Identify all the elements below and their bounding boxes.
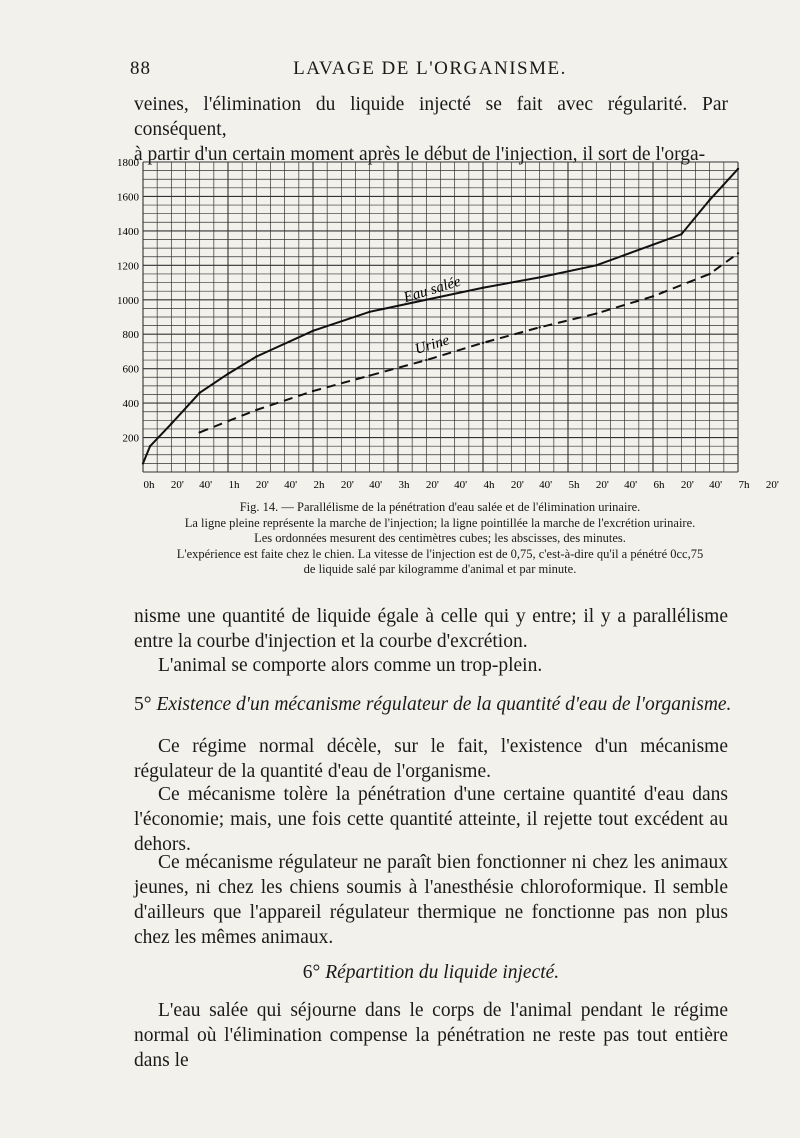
y-tick-label: 1800 (117, 157, 139, 169)
caption-line: La ligne pleine représente la marche de l'injection; la ligne pointillée la marche de l'excrétion urinaire. (184, 515, 696, 530)
section-6-paragraph: L'eau salée qui séjourne dans le corps de l'animal pendant le régime normal où l'élimination compense la pénétration ne reste pas tout entière dans le (134, 1000, 728, 1071)
data-point-urine (255, 409, 257, 411)
paragraph-parallelisme: nisme une quantité de liquide égale à celle qui y entre; il y a parallélisme entre la courbe d'injection et la courbe d'excrétion. (134, 606, 728, 652)
caption-title: Fig. 14. — Parallélisme de la pénétration d'eau salée et de l'élimination urinaire. (239, 500, 641, 514)
data-point-eau-salee (170, 423, 172, 425)
caption-line: Les ordonnées mesurent des centimètres cubes; les abscisses, des minutes. (254, 531, 626, 545)
data-point-urine (652, 295, 654, 297)
data-point-eau-salee (652, 243, 654, 245)
data-point-urine (737, 252, 739, 254)
section-6-number: 6° (302, 962, 321, 983)
section-5-paragraph: Ce mécanisme tolère la pénétration d'une certaine quantité d'eau dans l'économie; mais, une fois cette quantité atteinte, il rejette tout excédent au dehors. (134, 784, 728, 855)
x-tick-label: 20' (680, 479, 694, 491)
data-point-eau-salee (255, 355, 257, 357)
x-tick-label: 40' (369, 479, 383, 491)
data-point-eau-salee (538, 276, 540, 278)
x-tick-label: 3h (398, 479, 410, 491)
data-point-eau-salee (680, 233, 682, 235)
data-point-eau-salee (368, 311, 370, 313)
figure-caption (140, 500, 740, 578)
section-5-number: 5° (134, 694, 152, 715)
y-tick-label: 1400 (117, 225, 139, 238)
x-tick-label: 20' (595, 479, 609, 491)
y-tick-label: 1000 (117, 294, 139, 307)
y-tick-label: 200 (122, 432, 139, 445)
x-tick-label: 40' (709, 479, 723, 491)
data-point-eau-salee (312, 330, 314, 332)
x-tick-label: 40' (284, 479, 298, 491)
y-tick-label: 600 (122, 363, 139, 376)
x-tick-label: 20' (425, 479, 439, 491)
page-number: 88 (130, 58, 151, 79)
series-label-eau-salee: Eau salée (401, 273, 463, 307)
x-tick-label: 20' (340, 479, 354, 491)
intro-line: à partir d'un certain moment après le début de l'injection, il sort de l'orga- (134, 144, 706, 165)
x-tick-label: 1h (228, 479, 240, 491)
y-tick-label: 400 (122, 398, 139, 411)
x-tick-label: 20' (170, 479, 184, 491)
data-point-urine (198, 431, 200, 433)
data-point-eau-salee (482, 287, 484, 289)
section-5-paragraph: Ce mécanisme régulateur ne paraît bien fonctionner ni chez les animaux jeunes, ni chez les chiens soumis à l'anesthésie chloroformique. Il semble d'ailleurs que l'appareil régulateur thermique ne fonctionne pas non plus chez les mêmes animaux. (134, 852, 728, 948)
x-tick-label: 40' (624, 479, 638, 491)
data-point-urine (482, 342, 484, 344)
section-5-title: Existence d'un mécanisme régulateur de la quantité d'eau de l'organisme. (156, 694, 732, 715)
y-tick-labels (117, 157, 140, 445)
x-tick-label: 20' (510, 479, 524, 491)
intro-line: veines, l'élimination du liquide injecté se fait avec régularité. Par conséquent, (134, 94, 728, 140)
x-tick-label: 7h (738, 479, 750, 491)
caption-line: de liquide salé par kilogramme d'animal et par minute. (303, 562, 577, 576)
y-tick-label: 800 (122, 329, 139, 342)
section-5-paragraph: Ce régime normal décèle, sur le fait, l'existence d'un mécanisme régulateur de la quantité d'eau de l'organisme. (134, 736, 728, 782)
data-point-urine (708, 273, 710, 275)
running-title: LAVAGE DE L'ORGANISME. (293, 58, 567, 79)
x-tick-labels (144, 479, 779, 491)
data-point-eau-salee (737, 168, 739, 170)
data-point-eau-salee (708, 199, 710, 201)
caption-line: L'expérience est faite chez le chien. La vitesse de l'injection est de 0,75, c'est-à-dire qu'il a pénétré 0cc,75 (176, 546, 704, 561)
data-point-eau-salee (595, 264, 597, 266)
y-tick-label: 1200 (117, 260, 139, 273)
x-tick-label: 6h (653, 479, 665, 491)
data-point-urine (538, 326, 540, 328)
x-tick-label: 40' (199, 479, 213, 491)
x-tick-label: 5h (568, 479, 580, 491)
x-tick-label: 20' (255, 479, 269, 491)
data-point-eau-salee (198, 392, 200, 394)
data-point-eau-salee (149, 445, 151, 447)
series-label-urine: Urine (413, 332, 452, 358)
data-point-eau-salee (227, 373, 229, 375)
y-tick-label: 1600 (117, 191, 139, 204)
x-tick-label: 40' (454, 479, 468, 491)
chart-grid (143, 162, 738, 472)
section-5-heading (134, 694, 734, 716)
section-6-title: Répartition du liquide injecté. (325, 962, 560, 983)
data-point-urine (368, 374, 370, 376)
x-tick-label: 2h (313, 479, 325, 491)
x-tick-label: 4h (483, 479, 495, 491)
data-point-eau-salee (142, 462, 144, 464)
paragraph-trop-plein: L'animal se comporte alors comme un trop-plein. (158, 655, 543, 676)
section-6-heading (134, 962, 728, 984)
data-point-urine (595, 312, 597, 314)
page-header (130, 58, 730, 84)
data-point-urine (312, 390, 314, 392)
x-tick-label: 40' (539, 479, 553, 491)
x-tick-label: 20' (765, 479, 779, 491)
data-point-urine (425, 359, 427, 361)
x-tick-label: 0h (143, 479, 155, 491)
